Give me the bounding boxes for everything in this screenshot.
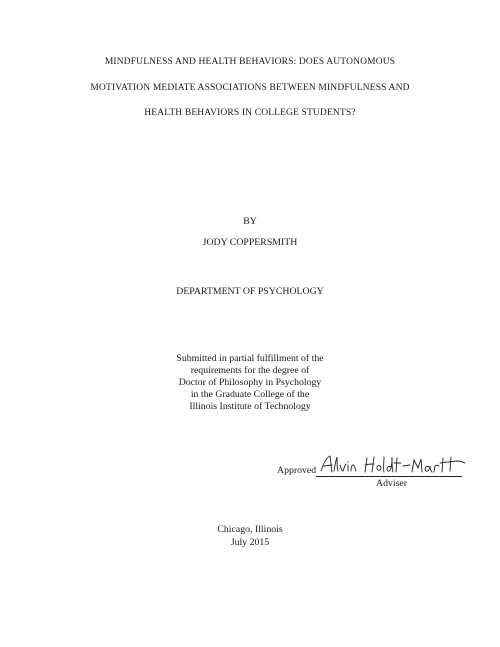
department-name: DEPARTMENT OF PSYCHOLOGY (176, 286, 324, 297)
author-name: JODY COPPERSMITH (202, 237, 298, 248)
title-line-3: HEALTH BEHAVIORS IN COLLEGE STUDENTS? (144, 108, 356, 118)
signature-line (316, 476, 462, 477)
adviser-label: Adviser (376, 478, 408, 489)
submission-date: July 2015 (230, 537, 270, 548)
title-line-2: MOTIVATION MEDIATE ASSOCIATIONS BETWEEN MINDFULNESS AND (90, 83, 410, 93)
submission-line-1: Submitted in partial fulfillment of the (176, 353, 324, 364)
approval-block (277, 458, 467, 488)
submission-line-5: Illinois Institute of Technology (189, 401, 311, 412)
title-line-1: MINDFULNESS AND HEALTH BEHAVIORS: DOES AUTONOMOUS (104, 57, 396, 67)
submission-line-2: requirements for the degree of (190, 365, 310, 376)
approved-label: Approved (277, 465, 317, 476)
submission-line-3: Doctor of Philosophy in Psychology (178, 377, 322, 388)
by-label: BY (243, 216, 257, 227)
submission-line-4: in the Graduate College of the (190, 389, 310, 400)
location-city: Chicago, Illinois (217, 524, 283, 535)
